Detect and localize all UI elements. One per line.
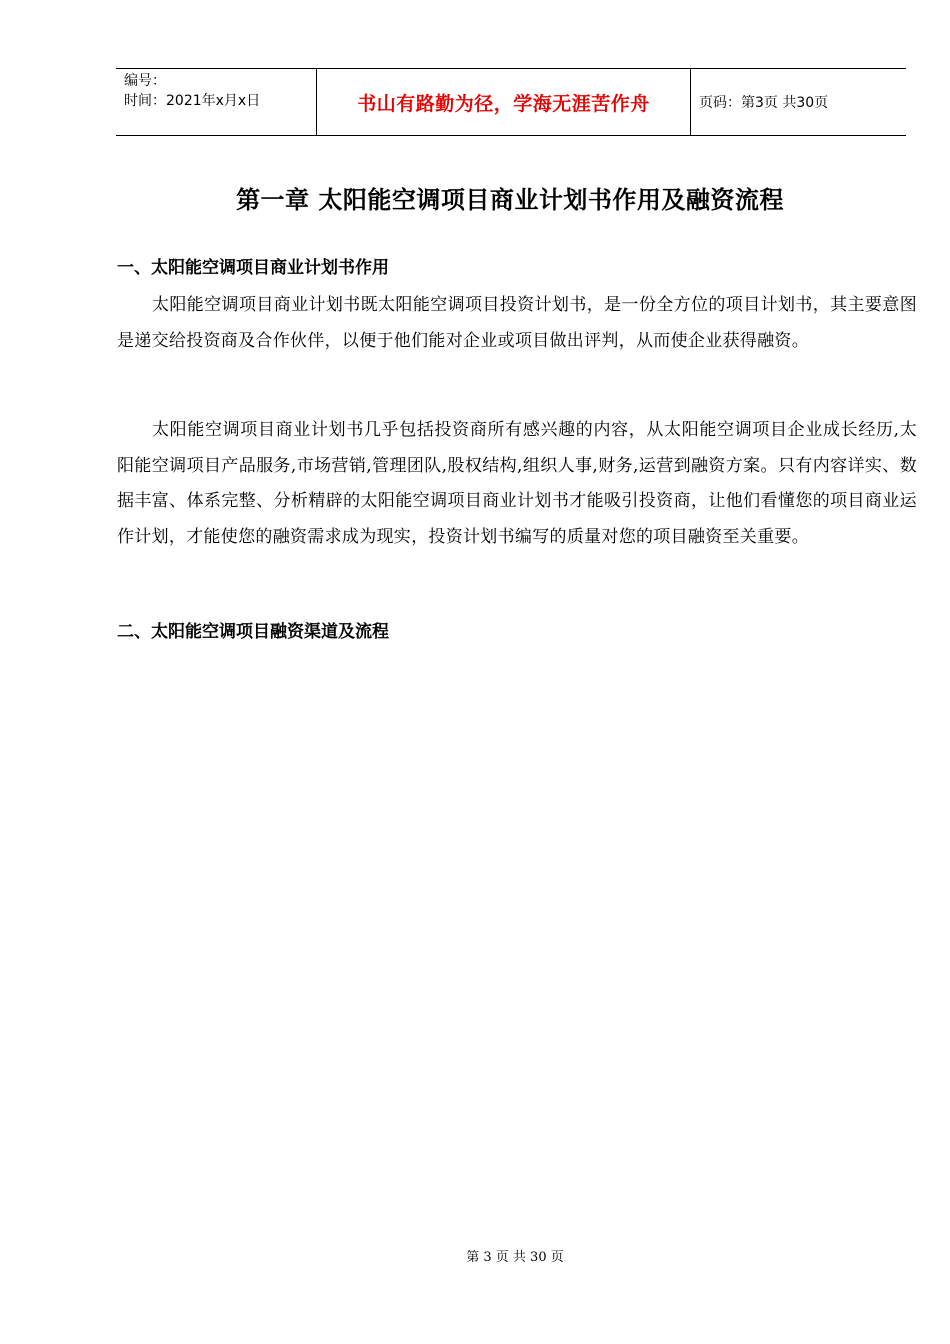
- paragraph-1: 太阳能空调项目商业计划书既太阳能空调项目投资计划书，是一份全方位的项目计划书，其主要意图是递交给投资商及合作伙伴，以便于他们能对企业或项目做出评判，从而使企业获得融资。: [117, 295, 917, 351]
- number-label: 编号：: [124, 73, 166, 89]
- document-header: [116, 68, 906, 136]
- paragraph-2: 太阳能空调项目商业计划书几乎包括投资商所有感兴趣的内容，从太阳能空调项目企业成长经历,太阳能空调项目产品服务,市场营销,管理团队,股权结构,组织人事,财务,运营到融资方案。只有内容详实、数据丰富、体系完整、分析精辟的太阳能空调项目商业计划书才能吸引投资商，让他们看懂您的项目商业运作计划，才能使您的融资需求成为现实，投资计划书编写的质量对您的项目融资至关重要。: [117, 420, 917, 547]
- section-heading-2: 二、太阳能空调项目融资渠道及流程: [117, 622, 389, 642]
- page-footer: 第 3 页 共 30 页: [466, 1250, 564, 1265]
- chapter-title: 第一章 太阳能空调项目商业计划书作用及融资流程: [236, 186, 784, 214]
- time-label: 时间：2021年x月x日: [124, 93, 261, 109]
- section-heading-1: 一、太阳能空调项目商业计划书作用: [117, 258, 389, 278]
- header-meta: [116, 69, 317, 135]
- header-motto: 书山有路勤为径，学海无涯苦作舟: [317, 69, 691, 135]
- header-page-info: 页码：第3页 共30页: [699, 95, 829, 111]
